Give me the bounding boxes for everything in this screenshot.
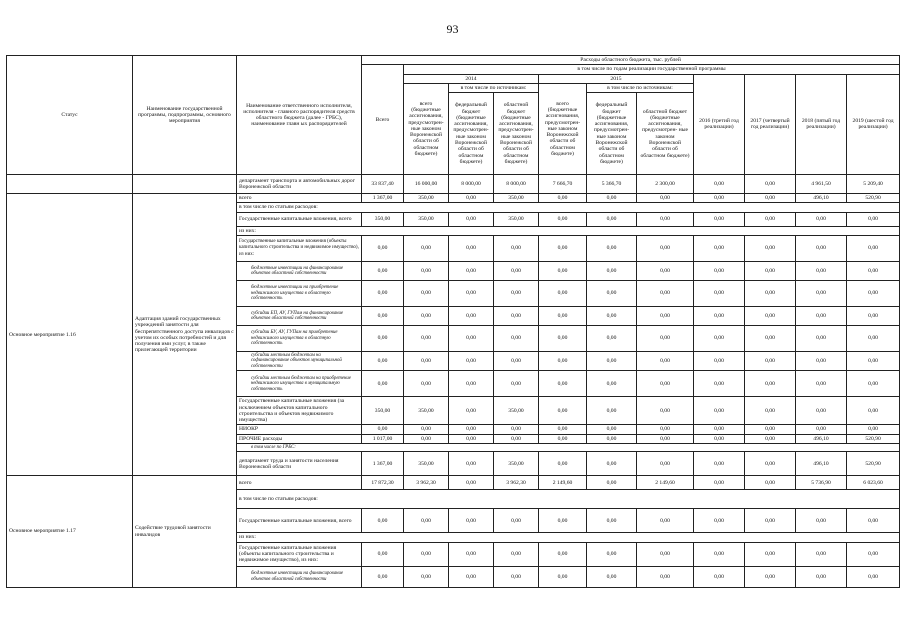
value-cell: 0,00 xyxy=(796,281,847,307)
value-cell: 0,00 xyxy=(796,212,847,226)
value-cell: 0,00 xyxy=(847,509,900,533)
value-cell: 0,00 xyxy=(539,281,587,307)
value-cell: 0,00 xyxy=(587,452,637,476)
value-cell: 0,00 xyxy=(539,236,587,262)
expense-item-label: из них: xyxy=(237,226,900,235)
value-cell: 0,00 xyxy=(847,371,900,397)
value-cell: 0,00 xyxy=(539,542,587,566)
value-cell: 0,00 xyxy=(847,236,900,262)
value-cell: 1 367,00 xyxy=(362,452,404,476)
value-cell: 0,00 xyxy=(796,307,847,326)
value-cell: 0,00 xyxy=(745,326,796,352)
expense-item-label: в том числе по статьям расходов: xyxy=(237,490,900,509)
value-cell: 0,00 xyxy=(694,509,745,533)
value-cell: 0,00 xyxy=(539,371,587,397)
value-cell: 0,00 xyxy=(637,262,694,281)
value-cell: 0,00 xyxy=(404,542,449,566)
value-cell: 0,00 xyxy=(694,452,745,476)
value-cell: 0,00 xyxy=(362,262,404,281)
measure-status: Основное мероприятие 1.16 xyxy=(7,194,133,476)
value-cell: 0,00 xyxy=(587,194,637,203)
value-cell: 0,00 xyxy=(694,236,745,262)
value-cell: 0,00 xyxy=(587,236,637,262)
value-cell: 0,00 xyxy=(796,352,847,371)
value-cell: 0,00 xyxy=(587,397,637,425)
header-2015-from-sources: в том числе по источникам: xyxy=(587,83,694,92)
value-cell: 0,00 xyxy=(362,425,404,434)
header-2015-vsego: всего (бюджетные ассигнования, предусмотрен- ные законом Воронежской области об областном бюджете) xyxy=(539,83,587,174)
value-cell: 0,00 xyxy=(745,307,796,326)
expense-item-label: бюджетные инвестиции на приобретение недвижимого имущества в областную собственность xyxy=(237,281,362,307)
value-cell: 0,00 xyxy=(637,281,694,307)
value-cell: 0,00 xyxy=(449,542,494,566)
value-cell: 0,00 xyxy=(637,566,694,587)
expense-item-label: субсидии местным бюджетам на софинансирование объектов муниципальной собственности xyxy=(237,352,362,371)
value-cell: 0,00 xyxy=(587,476,637,490)
header-expenses-title: Расходы областного бюджета, тыс. рублей xyxy=(362,56,900,65)
expense-item-label: субсидии БУ, АУ, ГУПам на приобретение недвижимого имущества в областную собственность xyxy=(237,326,362,352)
value-cell: 0,00 xyxy=(539,262,587,281)
value-cell: 0,00 xyxy=(404,371,449,397)
value-cell: 0,00 xyxy=(694,326,745,352)
value-cell: 0,00 xyxy=(745,371,796,397)
expense-item-label: всего xyxy=(237,194,362,203)
value-cell: 0,00 xyxy=(847,397,900,425)
expense-item-label: Государственные капитальные вложения (объекты капитального строительства и недвижимое имущество), из них: xyxy=(237,236,362,262)
value-cell: 0,00 xyxy=(449,452,494,476)
value-cell: 2 149,60 xyxy=(637,476,694,490)
value-cell: 0,00 xyxy=(449,212,494,226)
value-cell: 0,00 xyxy=(362,371,404,397)
value-cell: 1 017,00 xyxy=(362,434,404,443)
value-cell: 0,00 xyxy=(404,307,449,326)
value-cell: 350,00 xyxy=(404,212,449,226)
value-cell: 3 962,30 xyxy=(404,476,449,490)
value-cell: 0,00 xyxy=(745,236,796,262)
value-cell: 0,00 xyxy=(362,281,404,307)
value-cell: 0,00 xyxy=(587,281,637,307)
value-cell: 0,00 xyxy=(494,352,539,371)
expense-item-label: Государственные капитальные вложения (объекты капитального строительства и недвижимое имущество), из них: xyxy=(237,542,362,566)
value-cell: 0,00 xyxy=(449,352,494,371)
value-cell: 0,00 xyxy=(745,509,796,533)
expense-item-label: НИОКР xyxy=(237,425,362,434)
value-cell: 0,00 xyxy=(539,509,587,533)
value-cell: 2 300,00 xyxy=(637,175,694,194)
value-cell: 17 872,30 xyxy=(362,476,404,490)
value-cell: 8 000,00 xyxy=(449,175,494,194)
value-cell: 0,00 xyxy=(796,236,847,262)
value-cell: 0,00 xyxy=(694,281,745,307)
value-cell: 0,00 xyxy=(745,476,796,490)
expense-item-label: департамент труда и занятости населения Воронежской области xyxy=(237,452,362,476)
value-cell: 0,00 xyxy=(494,542,539,566)
value-cell: 0,00 xyxy=(539,326,587,352)
expense-item-label: Государственные капитальные вложения, всего xyxy=(237,509,362,533)
value-cell: 0,00 xyxy=(587,352,637,371)
value-cell: 350,00 xyxy=(362,397,404,425)
value-cell: 0,00 xyxy=(404,425,449,434)
empty-status-cell xyxy=(7,175,133,194)
value-cell: 0,00 xyxy=(539,212,587,226)
header-year-2018: 2018 (пятый год реализации) xyxy=(796,74,847,175)
value-cell: 0,00 xyxy=(494,371,539,397)
value-cell: 8 000,00 xyxy=(494,175,539,194)
value-cell: 0,00 xyxy=(637,194,694,203)
value-cell: 0,00 xyxy=(494,434,539,443)
value-cell: 0,00 xyxy=(539,425,587,434)
value-cell: 0,00 xyxy=(362,236,404,262)
value-cell: 0,00 xyxy=(587,262,637,281)
value-cell: 0,00 xyxy=(847,212,900,226)
value-cell: 0,00 xyxy=(449,326,494,352)
value-cell: 0,00 xyxy=(404,262,449,281)
value-cell: 0,00 xyxy=(745,397,796,425)
value-cell: 0,00 xyxy=(404,236,449,262)
value-cell: 520,90 xyxy=(847,434,900,443)
value-cell: 0,00 xyxy=(404,326,449,352)
value-cell: 350,00 xyxy=(404,397,449,425)
value-cell: 0,00 xyxy=(539,452,587,476)
value-cell: 0,00 xyxy=(637,236,694,262)
value-cell: 0,00 xyxy=(362,566,404,587)
header-2014-federal: федеральный бюджет (бюджетные ассигнования, предусмотрен- ные законом Воронежской области об областном бюджете) xyxy=(449,93,494,175)
header-year-2017: 2017 (четвертый год реализации) xyxy=(745,74,796,175)
value-cell: 0,00 xyxy=(745,175,796,194)
value-cell: 0,00 xyxy=(847,352,900,371)
value-cell: 0,00 xyxy=(494,281,539,307)
value-cell: 520,90 xyxy=(847,452,900,476)
value-cell: 16 000,00 xyxy=(404,175,449,194)
value-cell: 0,00 xyxy=(449,425,494,434)
header-year-2014: 2014 xyxy=(404,74,539,83)
expense-item-label: Государственные капитальные вложения, всего xyxy=(237,212,362,226)
value-cell: 0,00 xyxy=(847,425,900,434)
value-cell: 350,00 xyxy=(494,397,539,425)
value-cell: 0,00 xyxy=(847,307,900,326)
value-cell: 0,00 xyxy=(694,262,745,281)
expense-item-label: ПРОЧИЕ расходы xyxy=(237,434,362,443)
value-cell: 0,00 xyxy=(796,425,847,434)
empty-name-cell xyxy=(133,175,237,194)
value-cell: 0,00 xyxy=(404,352,449,371)
value-cell: 0,00 xyxy=(745,566,796,587)
value-cell: 0,00 xyxy=(587,212,637,226)
value-cell: 0,00 xyxy=(694,307,745,326)
value-cell: 0,00 xyxy=(494,566,539,587)
expense-item-label: в том числе по статьям расходов: xyxy=(237,203,900,212)
value-cell: 350,00 xyxy=(404,194,449,203)
value-cell: 1 367,00 xyxy=(362,194,404,203)
value-cell: 0,00 xyxy=(449,434,494,443)
value-cell: 0,00 xyxy=(539,307,587,326)
value-cell: 0,00 xyxy=(587,425,637,434)
page-number: 93 xyxy=(446,22,459,36)
expense-item-label: в том числе по ГРБС: xyxy=(237,444,900,452)
value-cell: 0,00 xyxy=(637,212,694,226)
measure-name: Адаптация зданий государственных учреждений занятости для беспрепятственного доступа инвалидов с учетом их особых потребностей и для получения ими услуг, в также прилегающей территории xyxy=(133,194,237,476)
value-cell: 0,00 xyxy=(449,281,494,307)
value-cell: 0,00 xyxy=(847,281,900,307)
header-year-2015: 2015 xyxy=(539,74,694,83)
value-cell: 0,00 xyxy=(847,326,900,352)
value-cell: 5 736,90 xyxy=(796,476,847,490)
value-cell: 0,00 xyxy=(637,425,694,434)
value-cell: 520,90 xyxy=(847,194,900,203)
value-cell: 0,00 xyxy=(637,371,694,397)
value-cell: 0,00 xyxy=(694,371,745,397)
value-cell: 0,00 xyxy=(587,434,637,443)
value-cell: 0,00 xyxy=(494,236,539,262)
header-2014-from-sources: в том числе по источникам: xyxy=(449,83,539,92)
value-cell: 0,00 xyxy=(796,262,847,281)
value-cell: 0,00 xyxy=(362,509,404,533)
value-cell: 0,00 xyxy=(539,397,587,425)
value-cell: 0,00 xyxy=(745,194,796,203)
value-cell: 0,00 xyxy=(637,434,694,443)
value-cell: 0,00 xyxy=(847,566,900,587)
source-label: департамент транспорта и автомобильных дорог Воронежской области xyxy=(237,175,362,194)
value-cell: 0,00 xyxy=(745,542,796,566)
value-cell: 0,00 xyxy=(449,566,494,587)
header-executor: Наименование ответственного исполнителя, исполнителя - главного распорядителя средств областного бюджета (далее - ГРБС), наименование главн ых распорядителей xyxy=(237,56,362,175)
table-row xyxy=(7,175,900,194)
expense-item-label: Государственные капитальные вложения (за исключением объектов капитального строительства и объектов недвижимого имущества) xyxy=(237,397,362,425)
value-cell: 0,00 xyxy=(796,397,847,425)
value-cell: 0,00 xyxy=(404,509,449,533)
value-cell: 0,00 xyxy=(637,542,694,566)
value-cell: 0,00 xyxy=(694,397,745,425)
value-cell: 0,00 xyxy=(694,194,745,203)
value-cell: 0,00 xyxy=(694,434,745,443)
expense-item-label: бюджетные инвестиции на финансирование объектов областной собственности xyxy=(237,566,362,587)
value-cell: 0,00 xyxy=(494,425,539,434)
header-2015-federal: федеральный бюджет (бюджетные ассигнования, предусмотрен- ные законом Воронежской области об областном бюджете) xyxy=(587,93,637,175)
value-cell: 0,00 xyxy=(362,542,404,566)
header-by-years: в том числе по годам реализации государственной программы xyxy=(404,65,900,74)
table-row xyxy=(7,476,900,490)
value-cell: 0,00 xyxy=(449,371,494,397)
expense-item-label: субсидии ЕП, АУ, ГУПам на финансирование объектов областной собственности xyxy=(237,307,362,326)
value-cell: 0,00 xyxy=(847,262,900,281)
measure-status: Основное мероприятие 1.17 xyxy=(7,476,133,587)
value-cell: 0,00 xyxy=(745,352,796,371)
value-cell: 0,00 xyxy=(637,307,694,326)
value-cell: 0,00 xyxy=(745,434,796,443)
value-cell: 350,00 xyxy=(494,194,539,203)
value-cell: 2 149,60 xyxy=(539,476,587,490)
header-year-2019: 2019 (шестой год реализации) xyxy=(847,74,900,175)
value-cell: 0,00 xyxy=(587,509,637,533)
value-cell: 0,00 xyxy=(694,542,745,566)
table-row xyxy=(7,194,900,203)
value-cell: 0,00 xyxy=(494,509,539,533)
value-cell: 0,00 xyxy=(796,542,847,566)
value-cell: 0,00 xyxy=(796,509,847,533)
header-total: Всего xyxy=(362,65,404,175)
value-cell: 496,10 xyxy=(796,194,847,203)
value-cell: 350,00 xyxy=(404,452,449,476)
value-cell: 7 666,70 xyxy=(539,175,587,194)
value-cell: 0,00 xyxy=(694,352,745,371)
value-cell: 0,00 xyxy=(587,566,637,587)
header-year-2016: 2016 (третий год реализации) xyxy=(694,74,745,175)
value-cell: 0,00 xyxy=(404,434,449,443)
header-program-name: Наименование государственной программы, подпрограммы, основного мероприятия xyxy=(133,56,237,175)
value-cell: 0,00 xyxy=(796,326,847,352)
header-2015-oblast: областной бюджет (бюджетные ассигнования, предусмотрен- ные законом Воронежской области об областном бюджете) xyxy=(637,93,694,175)
value-cell: 0,00 xyxy=(694,476,745,490)
value-cell: 0,00 xyxy=(637,352,694,371)
expense-item-label: субсидии местным бюджетам на приобретение недвижимого имущества в муниципальную собственность xyxy=(237,371,362,397)
value-cell: 0,00 xyxy=(404,281,449,307)
value-cell: 0,00 xyxy=(362,307,404,326)
header-status: Статус xyxy=(7,56,133,175)
value-cell: 0,00 xyxy=(796,371,847,397)
header-2014-vsego: всего (бюджетные ассигнования, предусмотрен- ные законом Воронежской области об областном бюджете) xyxy=(404,83,449,174)
value-cell: 0,00 xyxy=(694,175,745,194)
value-cell: 0,00 xyxy=(587,326,637,352)
expense-item-label: бюджетные инвестиции на финансирование объектов областной собственности xyxy=(237,262,362,281)
value-cell: 0,00 xyxy=(449,509,494,533)
value-cell: 0,00 xyxy=(449,307,494,326)
value-cell: 0,00 xyxy=(745,212,796,226)
value-cell: 0,00 xyxy=(694,212,745,226)
value-cell: 33 837,40 xyxy=(362,175,404,194)
value-cell: 0,00 xyxy=(847,542,900,566)
expense-item-label: из них: xyxy=(237,533,900,542)
header-2014-oblast: областной бюджет (бюджетные ассигнования, предусмотрен- ные законом Воронежской области об областном бюджете) xyxy=(494,93,539,175)
value-cell: 0,00 xyxy=(494,307,539,326)
value-cell: 0,00 xyxy=(539,434,587,443)
value-cell: 0,00 xyxy=(745,452,796,476)
value-cell: 0,00 xyxy=(539,352,587,371)
value-cell: 0,00 xyxy=(362,326,404,352)
value-cell: 5 366,70 xyxy=(587,175,637,194)
value-cell: 0,00 xyxy=(796,566,847,587)
value-cell: 0,00 xyxy=(637,326,694,352)
value-cell: 0,00 xyxy=(587,542,637,566)
value-cell: 0,00 xyxy=(449,236,494,262)
value-cell: 0,00 xyxy=(494,326,539,352)
value-cell: 0,00 xyxy=(539,566,587,587)
value-cell: 0,00 xyxy=(745,262,796,281)
value-cell: 0,00 xyxy=(637,509,694,533)
value-cell: 0,00 xyxy=(694,566,745,587)
value-cell: 0,00 xyxy=(587,307,637,326)
value-cell: 0,00 xyxy=(449,262,494,281)
value-cell: 0,00 xyxy=(587,371,637,397)
value-cell: 496,10 xyxy=(796,452,847,476)
value-cell: 496,10 xyxy=(796,434,847,443)
value-cell: 6 023,60 xyxy=(847,476,900,490)
value-cell: 0,00 xyxy=(637,397,694,425)
value-cell: 0,00 xyxy=(362,352,404,371)
value-cell: 350,00 xyxy=(494,452,539,476)
value-cell: 0,00 xyxy=(494,262,539,281)
expense-item-label: всего xyxy=(237,476,362,490)
budget-table xyxy=(6,55,900,588)
value-cell: 4 961,50 xyxy=(796,175,847,194)
value-cell: 0,00 xyxy=(539,194,587,203)
measure-name: Содействие трудовой занятости инвалидов xyxy=(133,476,237,587)
value-cell: 0,00 xyxy=(637,452,694,476)
value-cell: 0,00 xyxy=(449,194,494,203)
value-cell: 0,00 xyxy=(449,397,494,425)
value-cell: 0,00 xyxy=(694,425,745,434)
value-cell: 3 962,30 xyxy=(494,476,539,490)
value-cell: 5 209,40 xyxy=(847,175,900,194)
value-cell: 350,00 xyxy=(494,212,539,226)
value-cell: 0,00 xyxy=(449,476,494,490)
value-cell: 0,00 xyxy=(745,281,796,307)
value-cell: 0,00 xyxy=(745,425,796,434)
value-cell: 0,00 xyxy=(404,566,449,587)
value-cell: 350,00 xyxy=(362,212,404,226)
